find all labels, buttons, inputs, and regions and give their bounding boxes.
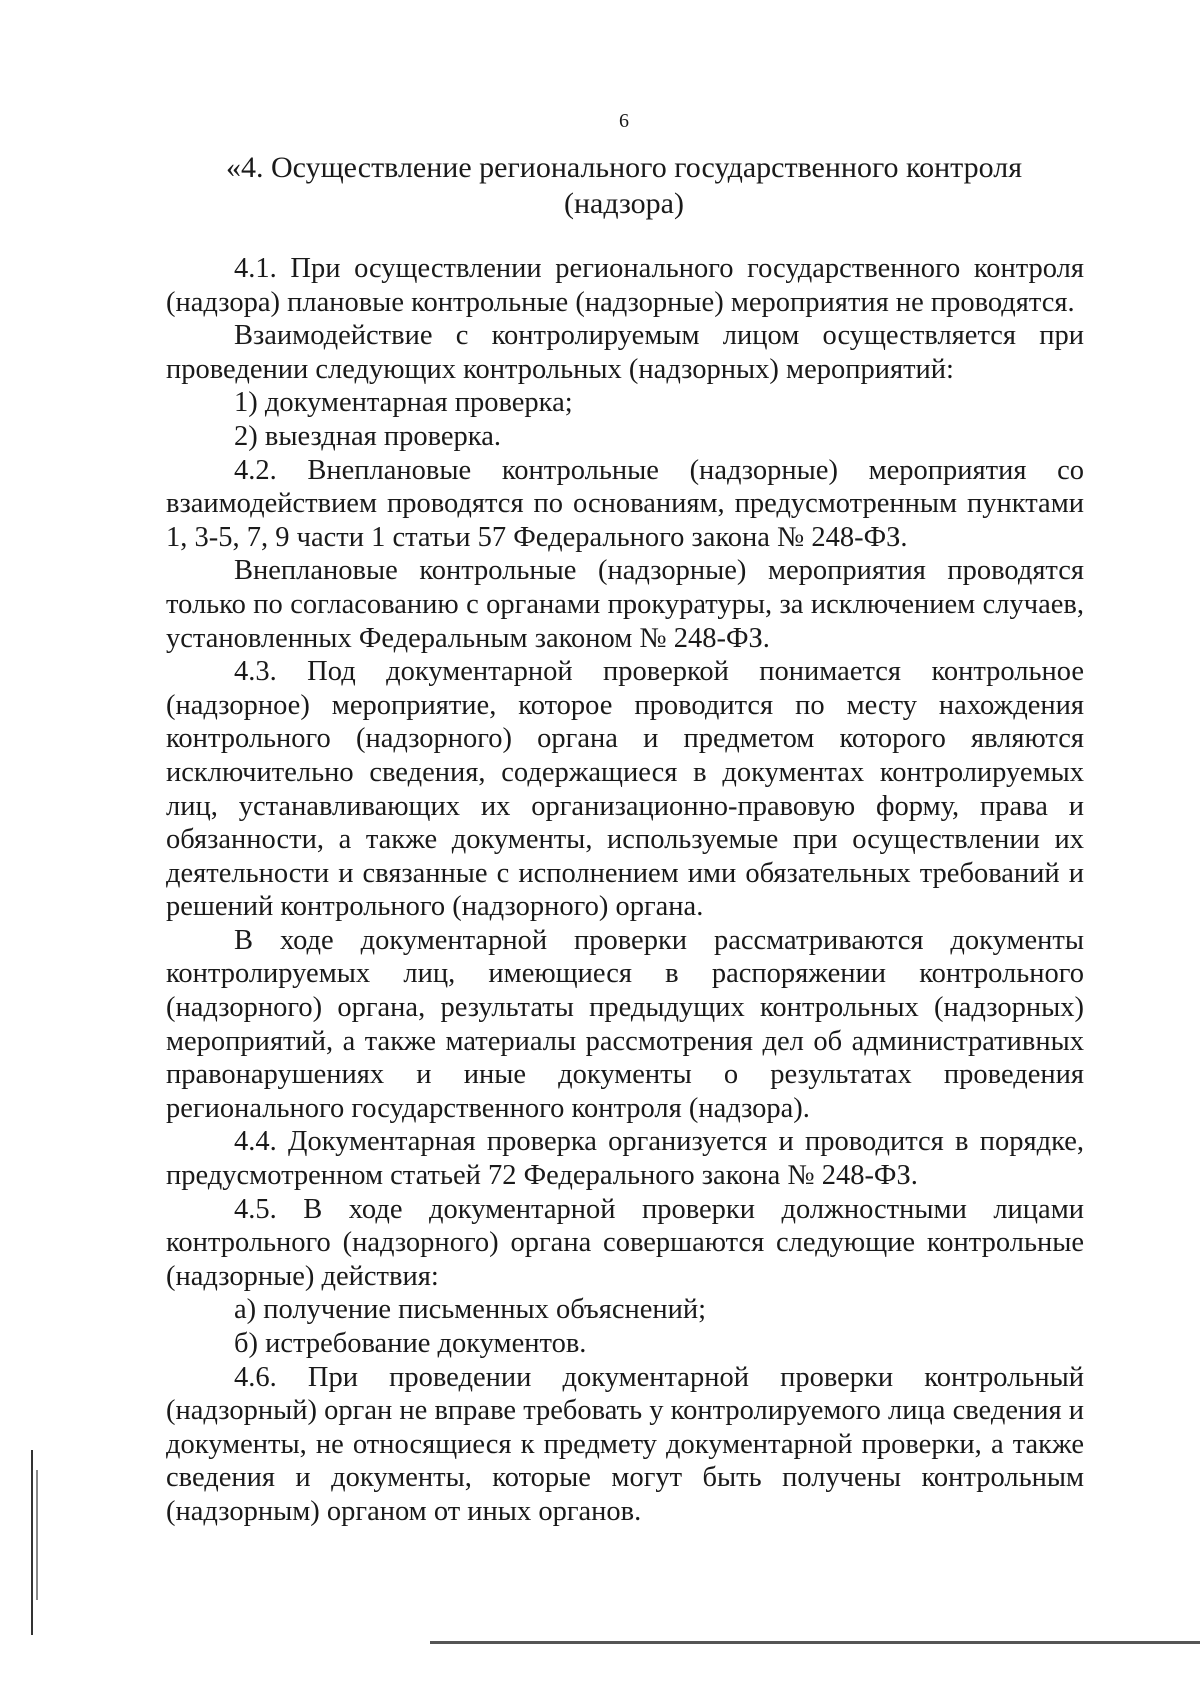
section-title bbox=[170, 150, 1078, 222]
paragraph-4-4: 4.4. Документарная проверка организуется и проводится в порядке, предусмотренном статьей 72 Федерального закона № 248-ФЗ. bbox=[166, 1126, 1084, 1192]
section-title-line-1: «4. Осуществление регионального государственного контроля bbox=[226, 151, 1022, 184]
page-number: 6 bbox=[619, 110, 629, 132]
list-item: а) получение письменных объяснений; bbox=[234, 1294, 707, 1326]
margin-mark bbox=[31, 1450, 33, 1635]
paragraph-4-6: 4.6. При проведении документарной проверки контрольный (надзорный) орган не вправе требовать у контролируемого лица сведения и документы, не относящиеся к предмету документарной проверки, а также сведения и документы, которые могут быть получены контрольным (надзорным) органом от иных органов. bbox=[166, 1361, 1084, 1527]
bottom-rule bbox=[430, 1641, 1200, 1644]
list-item: б) истребование документов. bbox=[234, 1328, 587, 1359]
paragraph-4-3: 4.3. Под документарной проверкой понимается контрольное (надзорное) мероприятие, которое проводится по месту нахождения контрольного (надзорного) органа и предметом которого являются исключительно сведения, содержащиеся в документах контролируемых лиц, устанавливающих их организационно-правовую форму, права и обязанности, а также документы, используемые при осуществлении их деятельности и связанные с исполнением ими обязательных требований и решений контрольного (надзорного) органа. bbox=[166, 656, 1084, 923]
paragraph-4-2: 4.2. Внеплановые контрольные (надзорные) мероприятия со взаимодействием проводятся по основаниям, предусмотренным пунктами 1, 3-5, 7, 9 части 1 статьи 57 Федерального закона № 248-ФЗ. bbox=[166, 454, 1084, 553]
list-item: 2) выездная проверка. bbox=[234, 420, 501, 452]
list-item: 1) документарная проверка; bbox=[234, 387, 573, 419]
paragraph-review: В ходе документарной проверки рассматриваются документы контролируемых лиц, имеющиеся в распоряжении контрольного (надзорного) органа, результаты предыдущих контрольных (надзорных) мероприятий, а также материалы рассмотрения дел об административных правонарушениях и иные документы о результатах проведения регионального государственного контроля (надзора). bbox=[166, 924, 1084, 1124]
paragraph-4-1: 4.1. При осуществлении регионального государственного контроля (надзора) плановые контрольные (надзорные) мероприятия не проводятся. bbox=[166, 253, 1084, 318]
margin-mark bbox=[36, 1470, 38, 1600]
paragraph-4-5: 4.5. В ходе документарной проверки должностными лицами контрольного (надзорного) органа совершаются следующие контрольные (надзорные) действия: bbox=[166, 1193, 1084, 1292]
document-body bbox=[166, 252, 1084, 1529]
paragraph-unscheduled: Внеплановые контрольные (надзорные) мероприятия проводятся только по согласованию с органами прокуратуры, за исключением случаев, установленных Федеральным законом № 248-ФЗ. bbox=[166, 555, 1084, 654]
section-title-line-2: (надзора) bbox=[564, 187, 684, 220]
paragraph-interaction: Взаимодействие с контролируемым лицом осуществляется при проведении следующих контрольных (надзорных) мероприятий: bbox=[166, 320, 1084, 385]
